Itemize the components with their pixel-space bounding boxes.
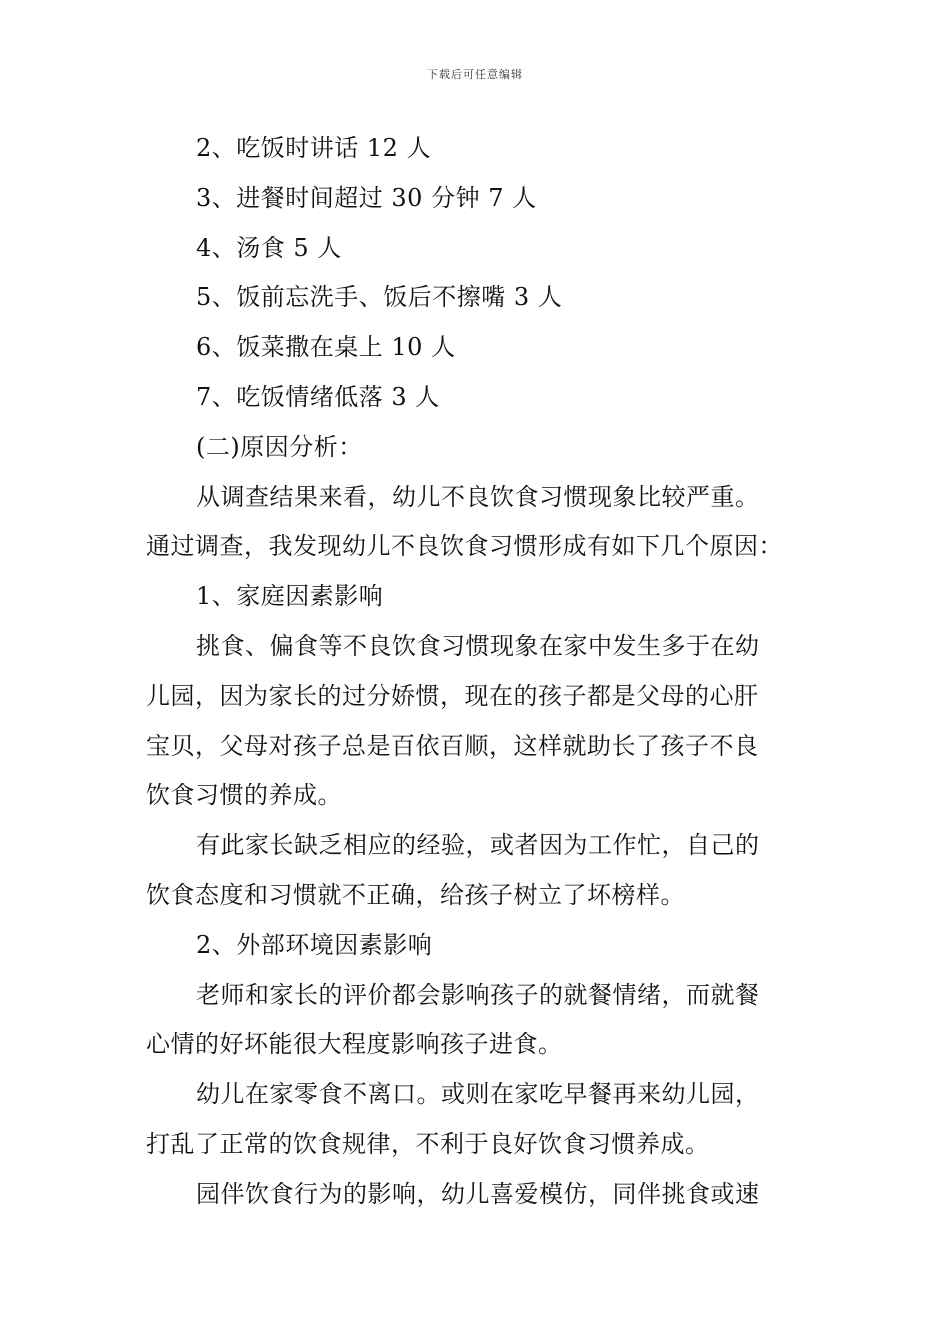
paragraph-line: 老师和家长的评价都会影响孩子的就餐情绪，而就餐 [196,980,760,1009]
list-item: 7、吃饭情绪低落 3 人 [196,382,440,411]
paragraph-line: 通过调查，我发现幼儿不良饮食习惯形成有如下几个原因： [146,532,783,561]
paragraph-line: 幼儿在家零食不离口。或则在家吃早餐再来幼儿园， [196,1080,760,1109]
paragraph-line: 园伴饮食行为的影响，幼儿喜爱模仿，同伴挑食或速 [196,1179,760,1208]
paragraph-line: 挑食、偏食等不良饮食习惯现象在家中发生多于在幼 [196,631,760,660]
list-item: 5、饭前忘洗手、饭后不擦嘴 3 人 [196,283,563,312]
section-heading: (二)原因分析： [196,432,363,461]
list-item: 4、汤食 5 人 [196,233,342,262]
paragraph-line: 从调查结果来看，幼儿不良饮食习惯现象比较严重。 [196,482,760,511]
paragraph-line: 有此家长缺乏相应的经验，或者因为工作忙，自己的 [196,831,760,860]
paragraph-line: 心情的好坏能很大程度影响孩子进食。 [146,1030,563,1059]
paragraph-line: 饮食态度和习惯就不正确，给孩子树立了坏榜样。 [146,880,685,909]
list-item: 2、吃饭时讲话 12 人 [196,134,432,162]
page-header: 下载后可任意编辑 [427,68,523,81]
paragraph-line: 儿园，因为家长的过分娇惯，现在的孩子都是父母的心肝 [146,681,759,710]
list-item: 6、饭菜撒在桌上 10 人 [196,333,456,362]
subsection-heading: 1、家庭因素影响 [196,582,384,611]
document-body [146,124,811,1220]
subsection-heading: 2、外部环境因素影响 [196,930,433,959]
paragraph-line: 打乱了正常的饮食规律，不利于良好饮食习惯养成。 [146,1129,710,1158]
paragraph-line: 宝贝，父母对孩子总是百依百顺，这样就助长了孩子不良 [146,731,759,760]
paragraph-line: 饮食习惯的养成。 [146,781,342,810]
list-item: 3、进餐时间超过 30 分钟 7 人 [196,183,537,212]
